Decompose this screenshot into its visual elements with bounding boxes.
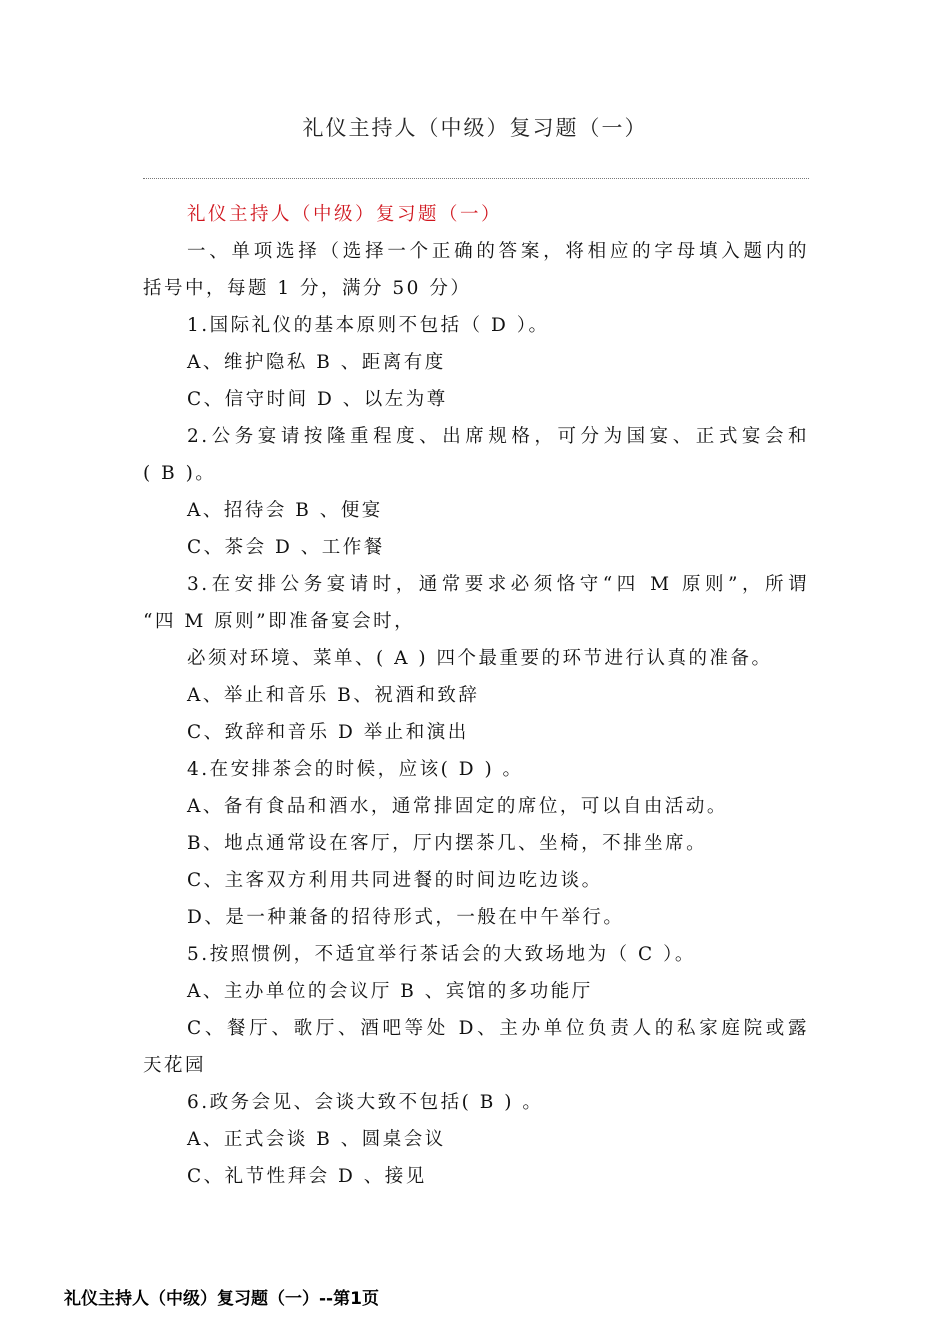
text-line: ( B )。: [143, 463, 217, 484]
document-title: 礼仪主持人（中级）复习题（一）: [302, 116, 648, 140]
text-line: 1.国际礼仪的基本原则不包括（ D ）。: [187, 315, 550, 336]
text-line: A、正式会谈 B 、圆桌会议: [187, 1129, 446, 1150]
document-body: [143, 196, 809, 1195]
text-line: 括号中，每题 1 分，满分 50 分）: [143, 278, 472, 299]
text-line: 2.公务宴请按隆重程度、出席规格，可分为国宴、正式宴会和: [187, 426, 809, 447]
text-line: A、维护隐私 B 、距离有度: [187, 352, 446, 373]
text-line: C、餐厅、歌厅、酒吧等处 D、主办单位负责人的私家庭院或露: [187, 1018, 809, 1039]
text-line: C、致辞和音乐 D 举止和演出: [187, 722, 469, 743]
text-line: C、主客双方利用共同进餐的时间边吃边谈。: [187, 870, 603, 891]
text-line: A、主办单位的会议厅 B 、宾馆的多功能厅: [187, 981, 593, 1002]
text-line: C、信守时间 D 、以左为尊: [187, 389, 448, 410]
text-line: 6.政务会见、会谈大致不包括( B ) 。: [187, 1092, 544, 1113]
text-line: B、地点通常设在客厅，厅内摆茶几、坐椅，不排坐席。: [187, 833, 708, 854]
text-line: C、礼节性拜会 D 、接见: [187, 1166, 427, 1187]
text-line: D、是一种兼备的招待形式，一般在中午举行。: [187, 907, 625, 928]
page-footer: 礼仪主持人（中级）复习题（一）--第1页: [64, 1289, 379, 1309]
text-line: A、招待会 B 、便宴: [187, 500, 383, 521]
text-line: 天花园: [143, 1055, 207, 1076]
text-line: C、茶会 D 、工作餐: [187, 537, 385, 558]
title-divider: [143, 178, 809, 179]
text-line: A、备有食品和酒水，通常排固定的席位，可以自由活动。: [187, 796, 728, 817]
section-heading: 礼仪主持人（中级）复习题（一）: [187, 204, 503, 225]
text-line: A、举止和音乐 B、祝酒和致辞: [187, 685, 480, 706]
text-line: 4.在安排茶会的时候，应该( D ) 。: [187, 759, 524, 780]
text-line: 3.在安排公务宴请时，通常要求必须恪守“四 M 原则”，所谓: [187, 574, 809, 595]
text-line: 必须对环境、菜单、( A ) 四个最重要的环节进行认真的准备。: [187, 648, 773, 669]
text-line: 5.按照惯例，不适宜举行茶话会的大致场地为（ C ）。: [187, 944, 696, 965]
text-line: “四 M 原则”即准备宴会时，: [143, 611, 416, 632]
text-line: 一、单项选择（选择一个正确的答案，将相应的字母填入题内的: [187, 241, 809, 262]
